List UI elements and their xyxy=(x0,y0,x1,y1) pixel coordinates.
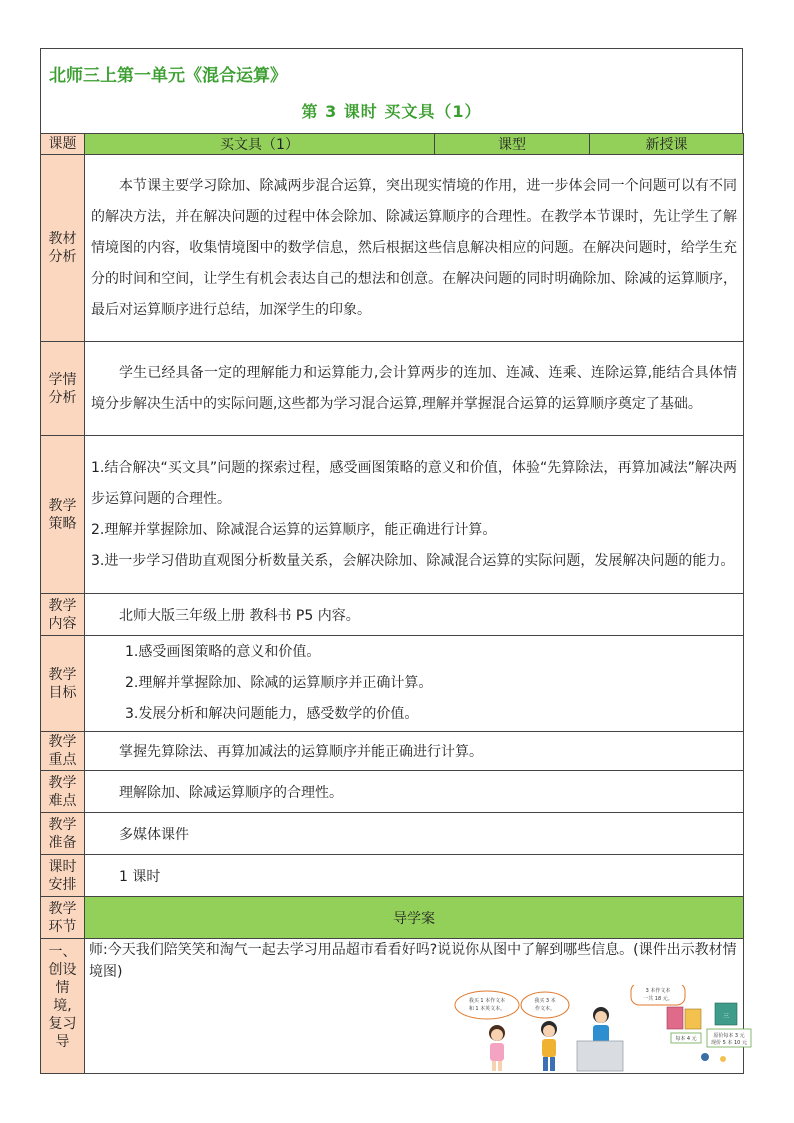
difficulty-text: 理解除加、除减运算顺序的合理性。 xyxy=(85,771,744,813)
goals-label: 教学 目标 xyxy=(41,636,85,732)
step-one-cell xyxy=(85,939,747,1074)
strategy-list xyxy=(85,436,744,594)
speech-bubble-mid xyxy=(521,992,569,1018)
svg-text:三: 三 xyxy=(722,1013,730,1020)
info-row xyxy=(41,134,744,155)
key-point-label: 教学 重点 xyxy=(41,732,85,771)
type-label: 课型 xyxy=(435,134,590,155)
topic-value: 买文具（1） xyxy=(85,134,435,155)
cashier-icon xyxy=(577,1007,623,1071)
strategy-item: 3.进一步学习借助直观图分析数量关系，会解决除加、除减混合运算的实际问题，发展解决问题的能力。 xyxy=(91,552,735,569)
topic-label: 课题 xyxy=(41,134,85,155)
row-step-one xyxy=(41,939,744,1074)
lesson-plan-page xyxy=(40,48,747,1074)
step-one-text: 师:今天我们陪笑笑和淘气一起去学习用品超市看看好吗?说说你从图中了解到哪些信息。(课件出示教材情境图) xyxy=(89,942,737,980)
difficulty-label: 教学 难点 xyxy=(41,771,85,813)
svg-text:3 本作文本: 3 本作文本 xyxy=(645,988,671,994)
goal-item: 1.感受画图策略的意义和价值。 xyxy=(125,644,321,660)
row-goals xyxy=(41,636,744,732)
lesson-title: 第 3 课时 买文具（1） xyxy=(301,102,482,121)
row-schedule xyxy=(41,855,744,897)
student-analysis-label: 学情 分析 xyxy=(41,342,85,436)
svg-text:每本 4 元: 每本 4 元 xyxy=(675,1036,697,1042)
svg-text:我买 3 本: 我买 3 本 xyxy=(534,998,556,1004)
svg-text:我买 1 本作文本: 我买 1 本作文本 xyxy=(468,998,506,1004)
schedule-text: 1 课时 xyxy=(85,855,744,897)
speech-bubble-right xyxy=(631,985,685,1005)
svg-text:现价 5 本 10 元: 现价 5 本 10 元 xyxy=(711,1040,747,1046)
key-point-text: 掌握先算除法、再算加减法的运算顺序并能正确进行计算。 xyxy=(85,732,744,771)
strategy-item: 1.结合解决“买文具”问题的探索过程，感受画图策略的意义和价值，体验“先算除法，再算加减法”解决两步运算问题的合理性。 xyxy=(91,459,737,507)
content-text: 北师大版三年级上册 教科书 P5 内容。 xyxy=(85,594,744,636)
textbook-analysis-text: 本节课主要学习除加、除减两步混合运算，突出现实情境的作用，进一步体会同一个问题可以有不同的解决方法，并在解决问题的过程中体会除加、除减运算顺序的合理性。在教学本节课时，先让学生了解情境图的内容，收集情境图中的数学信息，然后根据这些信息解决相应的问题。在解决问题时，给学生充分的时间和空间，让学生有机会表达自己的想法和创意。在解决问题的同时明确除加、除减的运算顺序，最后对运算顺序进行总结，加深学生的印象。 xyxy=(85,155,744,342)
step-one-content xyxy=(85,939,747,1073)
row-key-point xyxy=(41,732,744,771)
strategy-label: 教学 策略 xyxy=(41,436,85,594)
goals-list xyxy=(85,636,744,732)
goal-item: 3.发展分析和解决问题能力，感受数学的价值。 xyxy=(125,706,419,722)
stage-text: 导学案 xyxy=(85,897,744,939)
lesson-plan-table xyxy=(40,133,747,1074)
textbook-analysis-label: 教材 分析 xyxy=(41,155,85,342)
row-stage xyxy=(41,897,744,939)
row-strategy xyxy=(41,436,744,594)
step-one-label: 一、 创设 情 境, 复习 导 xyxy=(41,939,85,1074)
notebook-stack-icon xyxy=(667,1003,737,1029)
strategy-item: 2.理解并掌握除加、除减混合运算的运算顺序，能正确进行计算。 xyxy=(91,521,497,538)
decorative-bird-icon xyxy=(701,1053,726,1062)
svg-text:原价每本 3 元: 原价每本 3 元 xyxy=(713,1033,745,1039)
row-student-analysis xyxy=(41,342,744,436)
price-tag-2 xyxy=(707,1029,751,1047)
preparation-label: 教学 准备 xyxy=(41,813,85,855)
svg-text:作文本。: 作文本。 xyxy=(534,1006,556,1012)
course-title: 北师三上第一单元《混合运算》 xyxy=(49,66,287,86)
row-content xyxy=(41,594,744,636)
row-preparation xyxy=(41,813,744,855)
header xyxy=(40,48,743,133)
type-value: 新授课 xyxy=(590,134,744,155)
svg-text:一共 18 元。: 一共 18 元。 xyxy=(643,996,673,1002)
preparation-text: 多媒体课件 xyxy=(85,813,744,855)
scene-illustration xyxy=(453,985,785,1073)
stage-label: 教学 环节 xyxy=(41,897,85,939)
speech-bubble-left xyxy=(455,991,519,1019)
price-tag-1 xyxy=(671,1033,701,1043)
goal-item: 2.理解并掌握除加、除减的运算顺序并正确计算。 xyxy=(125,675,433,691)
child-girl-icon xyxy=(489,1025,505,1071)
row-textbook-analysis xyxy=(41,155,744,342)
content-label: 教学 内容 xyxy=(41,594,85,636)
child-boy-icon xyxy=(541,1021,557,1071)
svg-text:和 1 本英文本。: 和 1 本英文本。 xyxy=(468,1006,506,1012)
schedule-label: 课时 安排 xyxy=(41,855,85,897)
student-analysis-text: 学生已经具备一定的理解能力和运算能力,会计算两步的连加、连减、连乘、连除运算,能结合具体情境分步解决生活中的实际问题,这些都为学习混合运算,理解并掌握混合运算的运算顺序奠定了基础。 xyxy=(85,342,744,436)
row-difficulty xyxy=(41,771,744,813)
